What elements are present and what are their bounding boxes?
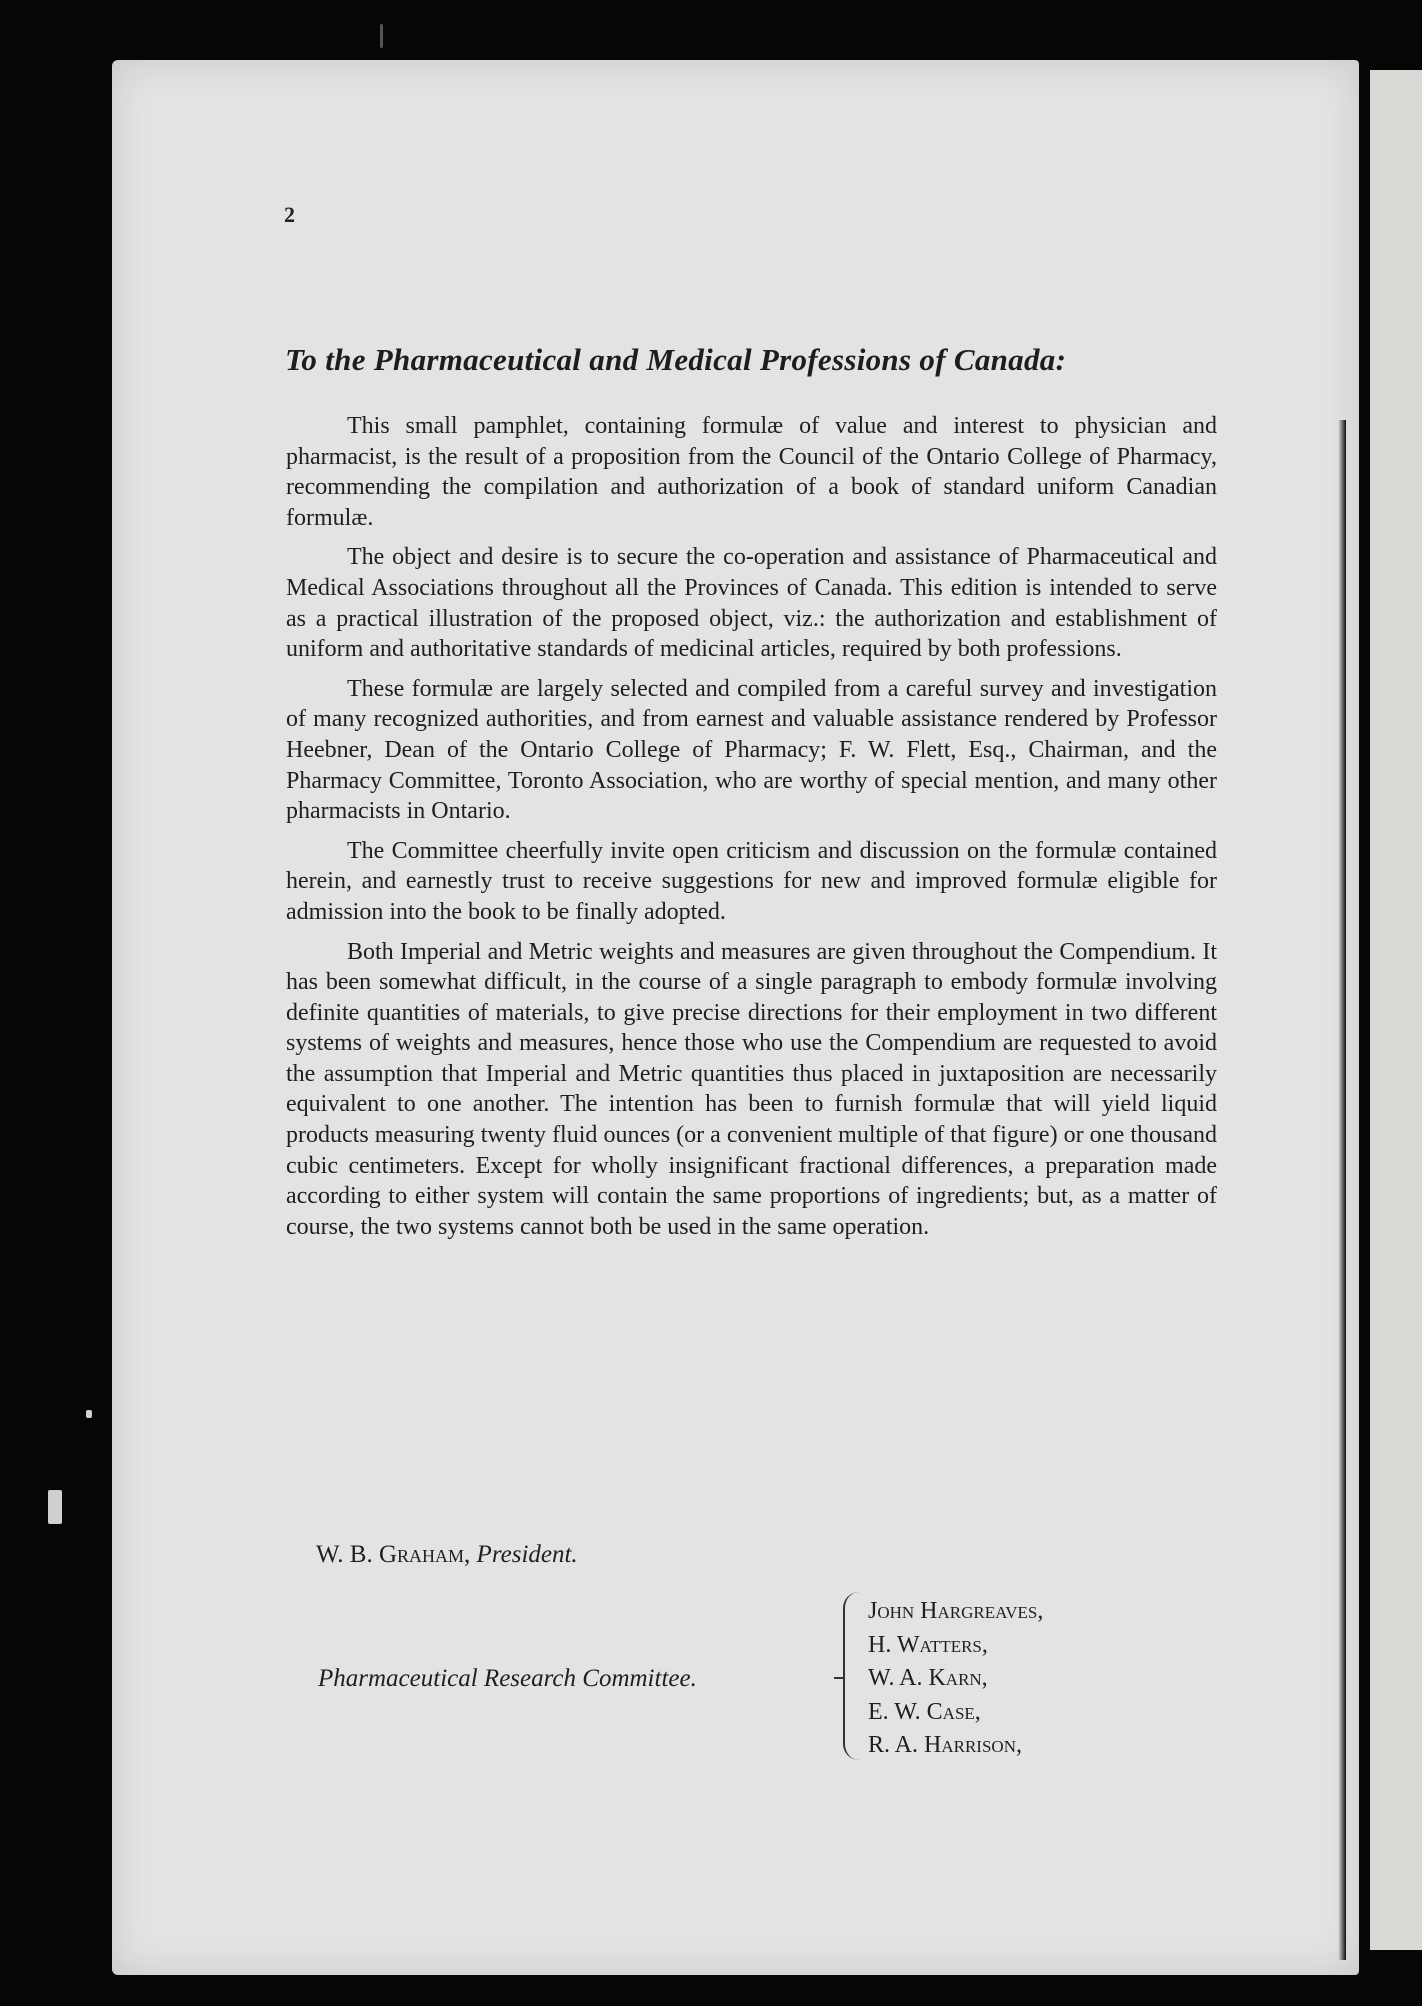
brace-tip	[834, 1677, 845, 1679]
scan-speck	[86, 1410, 92, 1418]
committee-member: H. Watters,	[868, 1631, 988, 1658]
committee-member: R. A. Harrison,	[868, 1732, 1022, 1758]
paragraph: These formulæ are largely selected and compiled from a careful survey and investigation of many recognized authorities, and from earnest and valuable assistance rendered by Professor Heebner, Dean of the Ontario College of Pharmacy; F. W. Flett, Esq., Chairman, and the Pharmacy Committee, Toronto Association, who are worthy of special mention, and many other pharmacists in Ontario.	[286, 675, 1217, 825]
signature-line	[316, 1541, 578, 1569]
paragraph: The Committee cheerfully invite open criticism and discussion on the formulæ contained herein, and earnestly trust to receive suggestions for new and improved formulæ eligible for admission into the book to be finally adopted.	[286, 837, 1217, 925]
paragraph: Both Imperial and Metric weights and measures are given throughout the Compendium. It has been somewhat difficult, in the course of a single paragraph to embody formulæ involving definite quantities of materials, to give precise directions for their employment in two different systems of weights and measures, hence those who use the Compendium are requested to avoid the assumption that Imperial and Metric quantities thus placed in juxtaposition are necessarily equivalent to one another. The intention has been to furnish formulæ that will yield liquid products measuring twenty fluid ounces (or a convenient multiple of that figure) or one thousand cubic centimeters. Except for wholly insignificant fractional differences, a preparation made according to either system will contain the same proportions of ingredients; but, as a matter of course, the two systems cannot both be used in the same operation.	[286, 938, 1217, 1240]
paragraph: This small pamphlet, containing formulæ of value and interest to physician and pharmacist, is the result of a proposition from the Council of the Ontario College of Pharmacy, recommending the compilation and authorization of a book of standard uniform Canadian formulæ.	[286, 413, 1217, 531]
brace-bracket	[843, 1592, 859, 1760]
letter-body	[286, 411, 1217, 1251]
scan-speck	[380, 24, 383, 48]
salutation-heading: To the Pharmaceutical and Medical Professions of Canada:	[285, 342, 1067, 377]
committee-member: John Hargreaves,	[868, 1598, 1044, 1624]
signatory-name: W. B. Graham,	[316, 1541, 471, 1568]
adjacent-page-edge	[1370, 70, 1422, 1950]
scan-speck	[48, 1490, 62, 1524]
signatory-title: President.	[476, 1541, 578, 1568]
committee-members-list	[868, 1595, 1043, 1763]
committee-member: W. A. Karn,	[868, 1665, 988, 1691]
paragraph: The object and desire is to secure the co-operation and assistance of Pharmaceutical and Medical Associations throughout all the Provinces of Canada. This edition is intended to serve as a practical illustration of the proposed object, viz.: the authorization and establishment of uniform and authoritative standards of medicinal articles, required by both professions.	[286, 544, 1217, 663]
page-number: 2	[284, 202, 295, 227]
committee-title: Pharmaceutical Research Committee.	[318, 1665, 697, 1692]
page-gutter-shadow	[1338, 420, 1346, 1960]
committee-member: E. W. Case,	[868, 1698, 981, 1725]
